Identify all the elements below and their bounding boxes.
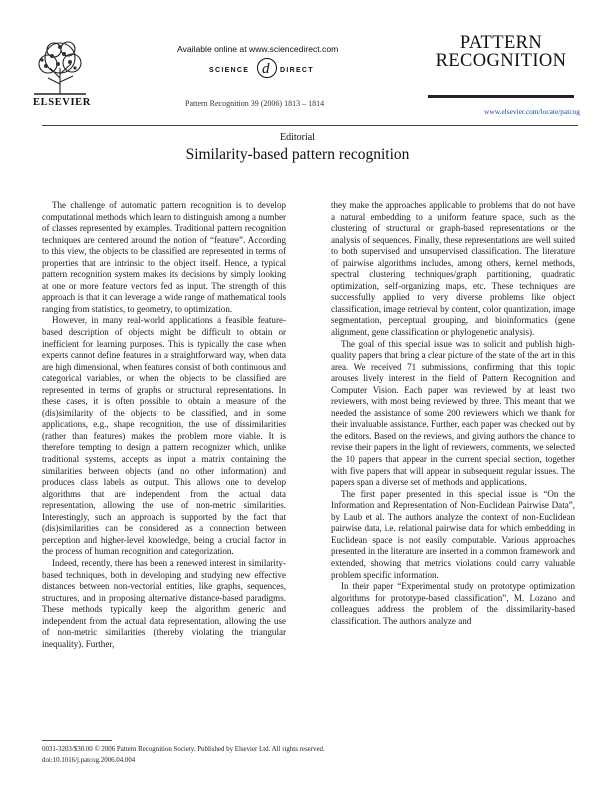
body-paragraph: Indeed, recently, there has been a renewed interest in similarity-based techniques, both in developing and studying new effective distances between non-vectorial entities, like graphs, sequences, structures, and in proposing alternative distance-based paradigms. These methods typically keep the algorithm generic and independent from the actual data representation, allowing the use of non-metric similarities (thereby violating the triangular inequality). Further, [42, 557, 286, 649]
journal-title-rule [428, 95, 574, 98]
body-paragraph: In their paper “Experimental study on prototype optimization algorithms for prototype-based classification”, M. Lozano and colleagues address the problem of the dissimilarity-based classification. The authors analyze and [331, 581, 575, 626]
svg-text:SCIENCE: SCIENCE [209, 67, 250, 74]
svg-text:d: d [262, 61, 270, 77]
body-paragraph: However, in many real-world applications a feasible feature-based description of objects might be difficult to obtain or inefficient for learning purposes. This is typically the case when experts cannot define features in a straightforward way, when data are high dimensional, when features consist of both continuous and categorical variables, or when the objects to be classified are represented in terms of graphs or structural representations. In these cases, it is often possible to obtain a measure of the (dis)similarity of the objects to be classified, and in some applications, e.g., shape recognition, the use of dissimilarities (rather than features) makes the problem more viable. It is therefore tempting to design a pattern recognizer which, unlike traditional systems, accepts as input a matrix containing the similarities between objects (and no other information) and produces class labels as output. This allows one to develop algorithms that are independent from the actual data representation, allowing the use of non-metric similarities. Interestingly, such an approach is supported by the fact that (dis)similarities can be considered as a connection between perception and higher-level knowledge, being a crucial factor in the process of human recognition and categorization. [42, 315, 286, 557]
section-label: Editorial [280, 132, 315, 143]
header-divider [42, 125, 578, 126]
journal-url-link[interactable]: www.elsevier.com/locate/patcog [484, 107, 580, 116]
journal-title-line2: RECOGNITION [435, 51, 567, 71]
footer-doi[interactable]: doi:10.1016/j.patcog.2006.04.004 [42, 757, 136, 764]
body-paragraph: The first paper presented in this special issue is “On the Information and Representation of Non-Euclidean Pairwise Data”, by Laub et al. The authors analyze the context of non-Euclidean pairwise data, i.e. relational pairwise data for which embedding in Euclidean space is not easily computable. Various approaches presented in the literature are inserted in a common framework and extended, showing that metrics violations could carry valuable problem specific information. [331, 488, 575, 580]
elsevier-tree-logo [30, 38, 90, 106]
journal-title [426, 34, 576, 70]
body-paragraph: The challenge of automatic pattern recognition is to develop computational methods which learn to distinguish among a number of classes represented by examples. Traditional pattern recognition techniques are centered around the notion of “feature”. According to this view, the objects to be classified are represented in terms of properties that are intrinsic to the object itself. Hence, a typical pattern recognition system makes its decisions by simply looking at one or more feature vectors fed as input. The strength of this approach is that it can leverage a wide range of mathematical tools ranging from statistics, to geometry, to optimization. [42, 200, 286, 314]
svg-text:DIRECT: DIRECT [280, 67, 314, 74]
paper-title: Similarity-based pattern recognition [185, 146, 410, 163]
body-paragraph: they make the approaches applicable to problems that do not have a natural embedding to a uniform feature space, such as the clustering of structural or graph-based representations or the analysis of sequences. Finally, these representations are well suited to both supervised and unsupervised classification. The literature of pairwise algorithms includes, among others, kernel methods, spectral clustering techniques/graph partitioning, quadratic optimization, self-organizing maps, etc. These techniques are successfully applied to very diverse problems like object classification, image retrieval by content, color quantization, image segmentation, perceptual grouping, and bioinformatics (gene alignment, gene classification or phylogenetic analysis). [331, 200, 575, 338]
publisher-name: ELSEVIER [33, 97, 91, 108]
available-online-text: Available online at www.sciencedirect.com [177, 44, 339, 54]
footer-divider [42, 740, 112, 741]
right-column [331, 200, 575, 627]
body-paragraph: The goal of this special issue was to solicit and publish high-quality papers that bring a clear picture of the state of the art in this area. We received 71 submissions, confirming that this topic arouses lively interest in the field of Pattern Recognition and Computer Vision. Each paper was reviewed by at least two reviewers, with most being reviewed by three. This meant that we needed the assistance of some 200 reviewers which we thank for their invaluable assistance. Further, each paper was checked out by the editors. Based on the reviews, and giving authors the chance to revise their papers in the light of reviewers, comments, we selected the 10 papers that appear in the current special section, together with five papers that will appear in subsequent regular issues. The papers span a diverse set of methods and applications. [331, 338, 575, 488]
sciencedirect-logo [207, 57, 325, 79]
footer-copyright: 0031-3203/$30.00 © 2006 Pattern Recognition Society. Published by Elsevier Ltd. All rights reserved. [42, 746, 325, 753]
journal-title-line1: PATTERN [459, 33, 543, 53]
journal-citation: Pattern Recognition 39 (2006) 1813 – 1814 [185, 99, 325, 108]
left-column [42, 200, 286, 650]
